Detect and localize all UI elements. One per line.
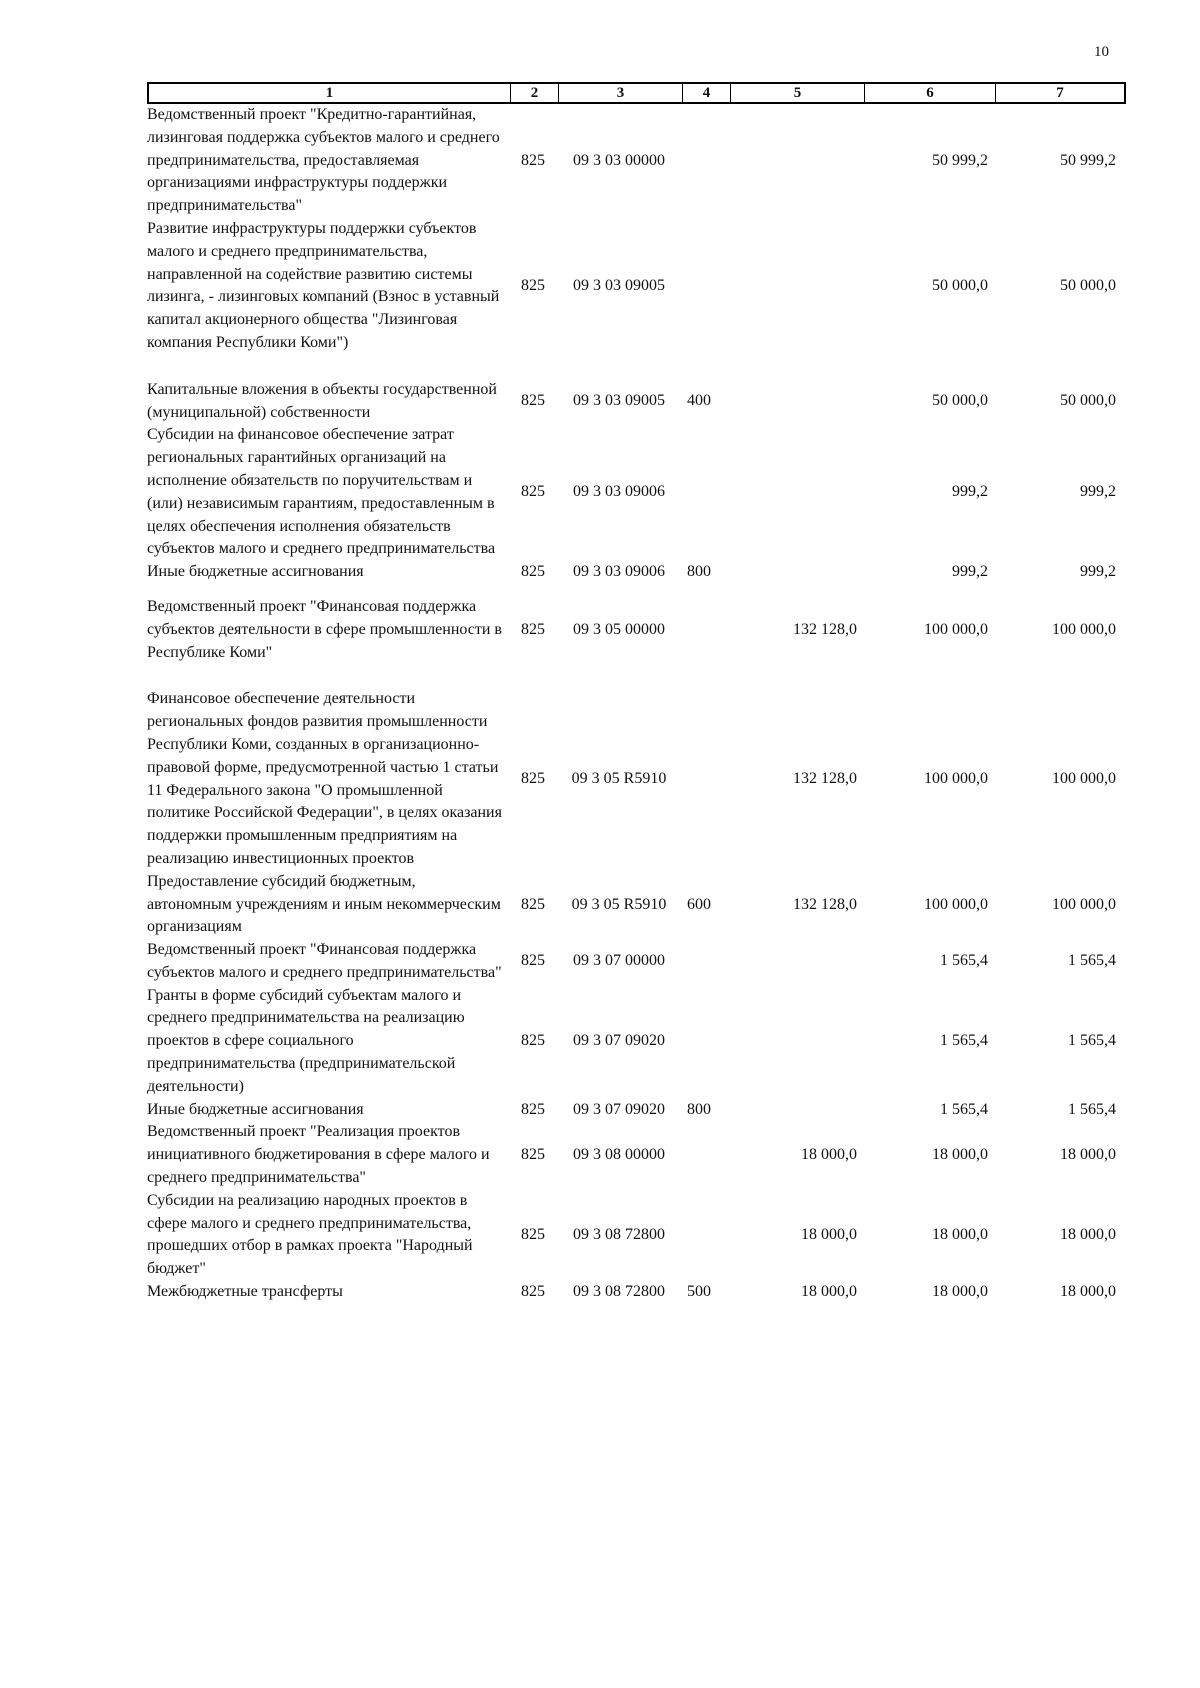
row-col-3: 09 3 07 09020 xyxy=(573,1032,665,1050)
row-name: Ведомственный проект "Финансовая поддержка субъектов малого и среднего предпринимательства" xyxy=(147,941,502,981)
row-col-3: 09 3 03 09006 xyxy=(573,563,665,581)
row-col-2: 825 xyxy=(521,276,545,294)
table-row xyxy=(147,871,1126,939)
row-col-2: 825 xyxy=(521,895,545,913)
row-col-6: 1 565,4 xyxy=(940,952,988,970)
row-col-7: 1 565,4 xyxy=(1068,1032,1116,1050)
row-col-3: 09 3 03 09006 xyxy=(573,483,665,501)
row-col-3: 09 3 05 R5910 xyxy=(571,895,667,913)
row-col-6: 999,2 xyxy=(952,483,988,501)
row-name: Иные бюджетные ассигнования xyxy=(147,563,364,581)
row-col-3: 09 3 03 00000 xyxy=(573,151,665,169)
table-body xyxy=(147,104,1126,1304)
row-col-2: 825 xyxy=(521,1226,545,1244)
header-col-2: 2 xyxy=(511,84,559,102)
row-col-5: 132 128,0 xyxy=(793,895,857,913)
row-col-6: 50 000,0 xyxy=(932,276,988,294)
row-col-6: 100 000,0 xyxy=(924,770,988,788)
header-col-4: 4 xyxy=(683,84,731,102)
table-row xyxy=(147,561,1126,584)
row-col-7: 100 000,0 xyxy=(1052,620,1116,638)
table-row xyxy=(147,1099,1126,1122)
table-header xyxy=(147,82,1126,104)
table-row xyxy=(147,688,1126,870)
row-col-6: 18 000,0 xyxy=(932,1226,988,1244)
row-col-3: 09 3 08 72800 xyxy=(573,1283,665,1301)
row-col-2: 825 xyxy=(521,563,545,581)
row-col-7: 50 999,2 xyxy=(1060,151,1116,169)
row-col-4: 800 xyxy=(687,563,711,581)
row-name: Гранты в форме субсидий субъектам малого и среднего предпринимательства на реализацию проектов в сфере социального предпринимательства (предпринимательской деятельности) xyxy=(147,986,465,1095)
table-row xyxy=(147,379,1126,425)
row-col-7: 999,2 xyxy=(1080,483,1116,501)
row-col-3: 09 3 05 R5910 xyxy=(571,770,667,788)
row-col-2: 825 xyxy=(521,770,545,788)
row-name: Межбюджетные трансферты xyxy=(147,1283,343,1301)
row-col-5: 18 000,0 xyxy=(801,1146,857,1164)
row-col-2: 825 xyxy=(521,1032,545,1050)
row-col-6: 1 565,4 xyxy=(940,1100,988,1118)
row-col-6: 100 000,0 xyxy=(924,895,988,913)
row-col-2: 825 xyxy=(521,483,545,501)
row-name: Капитальные вложения в объекты государственной (муниципальной) собственности xyxy=(147,380,497,421)
row-col-3: 09 3 05 00000 xyxy=(573,620,665,638)
row-col-6: 999,2 xyxy=(952,563,988,581)
row-col-7: 100 000,0 xyxy=(1052,770,1116,788)
row-name: Иные бюджетные ассигнования xyxy=(147,1100,364,1118)
row-col-2: 825 xyxy=(521,1146,545,1164)
row-col-6: 1 565,4 xyxy=(940,1032,988,1050)
page-number: 10 xyxy=(1094,44,1109,60)
table-row xyxy=(147,1281,1126,1304)
row-col-4: 800 xyxy=(687,1100,711,1118)
row-col-7: 100 000,0 xyxy=(1052,895,1116,913)
row-col-2: 825 xyxy=(521,620,545,638)
row-name: Ведомственный проект "Реализация проектов инициативного бюджетирования в сфере малого и среднего предпринимательства" xyxy=(147,1123,490,1187)
row-col-6: 18 000,0 xyxy=(932,1146,988,1164)
row-col-7: 1 565,4 xyxy=(1068,1100,1116,1118)
table-row xyxy=(147,424,1126,561)
table-row xyxy=(147,1121,1126,1189)
header-col-1: 1 xyxy=(149,84,511,102)
header-col-5: 5 xyxy=(731,84,865,102)
table-row xyxy=(147,985,1126,1099)
row-col-7: 50 000,0 xyxy=(1060,276,1116,294)
header-col-6: 6 xyxy=(865,84,996,102)
row-col-4: 500 xyxy=(687,1283,711,1301)
row-col-2: 825 xyxy=(521,151,545,169)
row-name: Субсидии на финансовое обеспечение затрат региональных гарантийных организаций на исполнение обязательств по поручительствам и (или) независимым гарантиям, предоставленным в целях обеспечения исполнения обязательств субъектов малого и среднего предпринимательства xyxy=(147,426,496,558)
header-col-7: 7 xyxy=(1056,85,1064,101)
table-row xyxy=(147,1190,1126,1281)
row-name: Ведомственный проект "Финансовая поддержка субъектов деятельности в сфере промышленности в Республике Коми" xyxy=(147,597,502,661)
row-col-3: 09 3 08 72800 xyxy=(573,1226,665,1244)
row-col-4: 400 xyxy=(687,392,711,410)
table-row xyxy=(147,939,1126,985)
row-col-7: 50 000,0 xyxy=(1060,392,1116,410)
table-row xyxy=(147,218,1126,355)
row-col-7: 18 000,0 xyxy=(1060,1283,1116,1301)
row-col-7: 1 565,4 xyxy=(1068,952,1116,970)
row-col-6: 100 000,0 xyxy=(924,620,988,638)
row-name: Субсидии на реализацию народных проектов в сфере малого и среднего предпринимательства, прошедших отбор в рамках проекта "Народный бюджет" xyxy=(147,1191,473,1278)
row-col-3: 09 3 03 09005 xyxy=(573,276,665,294)
row-col-5: 18 000,0 xyxy=(801,1226,857,1244)
row-name: Предоставление субсидий бюджетным, автономным учреждениям и иным некоммерческим организациям xyxy=(147,872,501,936)
row-name: Финансовое обеспечение деятельности региональных фондов развития промышленности Республики Коми, созданных в организационно-правовой форме, предусмотренной частью 1 статьи 11 Федерального закона "О промышленной политике Российской Федерации", в целях оказания поддержки промышленным предприятиям на реализацию инвестиционных проектов xyxy=(147,690,502,867)
row-name: Ведомственный проект "Кредитно-гарантийная, лизинговая поддержка субъектов малого и среднего предпринимательства, предоставляемая организациями инфраструктуры поддержки предпринимательства" xyxy=(147,106,500,215)
row-col-6: 50 000,0 xyxy=(932,392,988,410)
row-col-6: 18 000,0 xyxy=(932,1283,988,1301)
row-col-3: 09 3 08 00000 xyxy=(573,1146,665,1164)
row-col-7: 18 000,0 xyxy=(1060,1226,1116,1244)
row-name: Развитие инфраструктуры поддержки субъектов малого и среднего предпринимательства, направленной на содействие развитию системы лизинга, - лизинговых компаний (Взнос в уставный капитал акционерного общества "Лизинговая компания Республики Коми") xyxy=(147,219,500,351)
header-col-3: 3 xyxy=(559,84,683,102)
row-col-2: 825 xyxy=(521,1100,545,1118)
row-col-3: 09 3 03 09005 xyxy=(573,392,665,410)
table-row xyxy=(147,104,1126,218)
row-col-3: 09 3 07 00000 xyxy=(573,952,665,970)
table-row xyxy=(147,596,1126,664)
row-col-5: 132 128,0 xyxy=(793,620,857,638)
row-col-4: 600 xyxy=(687,895,711,913)
row-col-3: 09 3 07 09020 xyxy=(573,1100,665,1118)
row-col-7: 18 000,0 xyxy=(1060,1146,1116,1164)
row-col-6: 50 999,2 xyxy=(932,151,988,169)
row-col-2: 825 xyxy=(521,952,545,970)
row-col-5: 18 000,0 xyxy=(801,1283,857,1301)
row-col-7: 999,2 xyxy=(1080,563,1116,581)
row-col-2: 825 xyxy=(521,392,545,410)
row-col-2: 825 xyxy=(521,1283,545,1301)
row-col-5: 132 128,0 xyxy=(793,770,857,788)
